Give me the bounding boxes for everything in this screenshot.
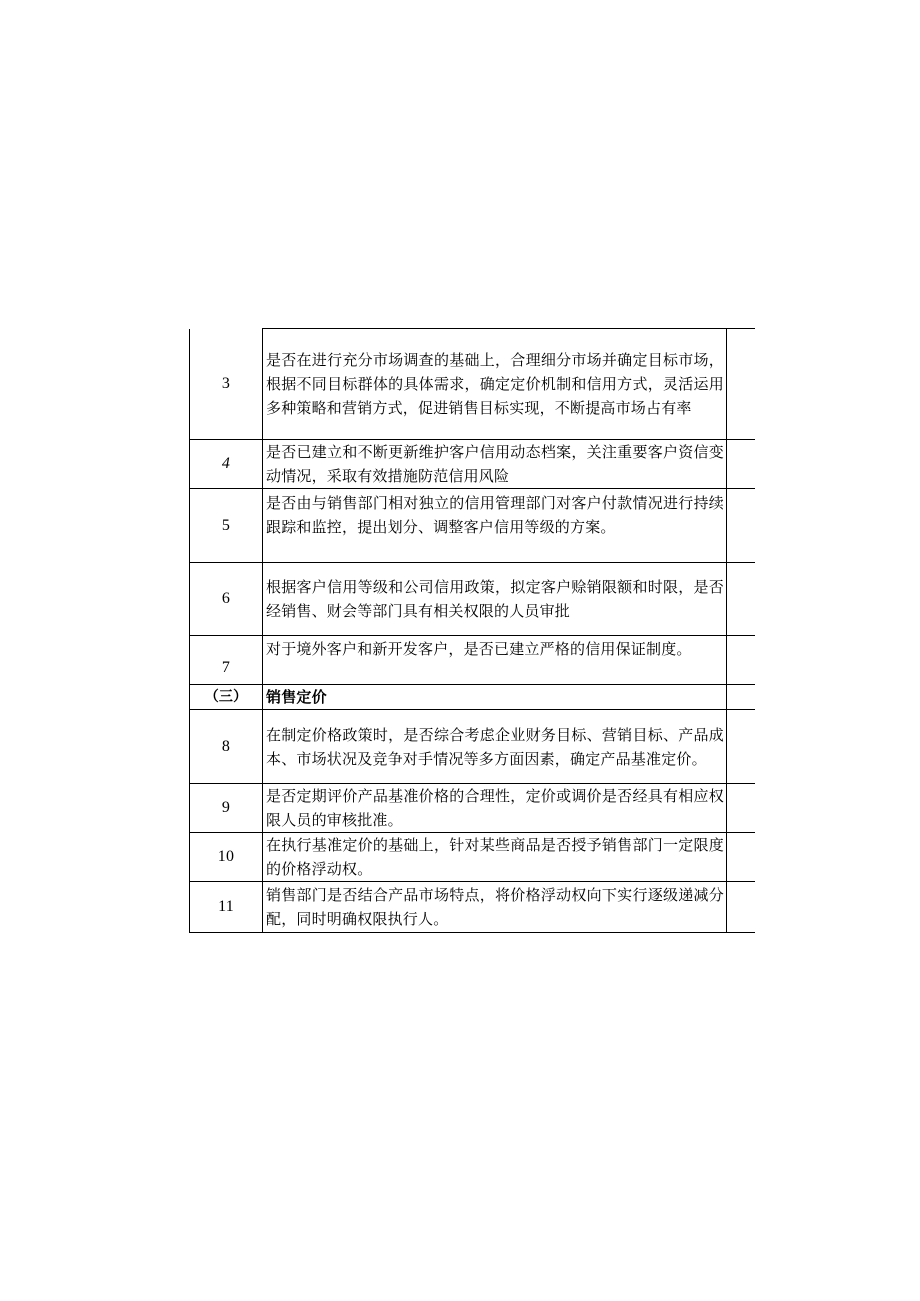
blank-cell — [727, 685, 755, 710]
table-row — [190, 563, 755, 636]
table-row — [190, 489, 755, 563]
row-text: 对于境外客户和新开发客户，是否已建立严格的信用保证制度。 — [263, 636, 727, 685]
table-row — [190, 784, 755, 833]
audit-checklist-table — [189, 328, 755, 933]
blank-cell — [727, 882, 755, 933]
blank-cell — [727, 563, 755, 636]
row-number: 7 — [190, 636, 263, 685]
row-number: 4 — [190, 440, 263, 489]
row-text: 是否已建立和不断更新维护客户信用动态档案，关注重要客户资信变动情况，采取有效措施防范信用风险 — [263, 440, 727, 489]
table-row — [190, 833, 755, 882]
blank-cell — [727, 636, 755, 685]
row-number: 10 — [190, 833, 263, 882]
row-number: 6 — [190, 563, 263, 636]
section-number: （三） — [190, 685, 263, 710]
section-header-row — [190, 685, 755, 710]
row-text: 是否由与销售部门相对独立的信用管理部门对客户付款情况进行持续跟踪和监控，提出划分、调整客户信用等级的方案。 — [263, 489, 727, 563]
section-title: 销售定价 — [263, 685, 727, 710]
table-row — [190, 710, 755, 784]
table-row — [190, 329, 755, 440]
row-number: 5 — [190, 489, 263, 563]
row-number: 3 — [190, 329, 263, 440]
blank-cell — [727, 710, 755, 784]
blank-cell — [727, 833, 755, 882]
row-text: 在执行基准定价的基础上，针对某些商品是否授予销售部门一定限度的价格浮动权。 — [263, 833, 727, 882]
table-row — [190, 440, 755, 489]
blank-cell — [727, 440, 755, 489]
row-number: 11 — [190, 882, 263, 933]
blank-cell — [727, 784, 755, 833]
row-text: 是否在进行充分市场调查的基础上，合理细分市场并确定目标市场，根据不同目标群体的具体需求，确定定价机制和信用方式，灵活运用多种策略和营销方式，促进销售目标实现，不断提高市场占有率 — [263, 329, 727, 440]
row-text: 在制定价格政策时，是否综合考虑企业财务目标、营销目标、产品成本、市场状况及竞争对手情况等多方面因素，确定产品基准定价。 — [263, 710, 727, 784]
row-text: 根据客户信用等级和公司信用政策，拟定客户赊销限额和时限，是否经销售、财会等部门具有相关权限的人员审批 — [263, 563, 727, 636]
row-text: 销售部门是否结合产品市场特点，将价格浮动权向下实行逐级递减分配，同时明确权限执行人。 — [263, 882, 727, 933]
row-text: 是否定期评价产品基准价格的合理性，定价或调价是否经具有相应权限人员的审核批准。 — [263, 784, 727, 833]
table-row — [190, 636, 755, 685]
table-row — [190, 882, 755, 933]
row-number: 9 — [190, 784, 263, 833]
blank-cell — [727, 329, 755, 440]
blank-cell — [727, 489, 755, 563]
row-number: 8 — [190, 710, 263, 784]
